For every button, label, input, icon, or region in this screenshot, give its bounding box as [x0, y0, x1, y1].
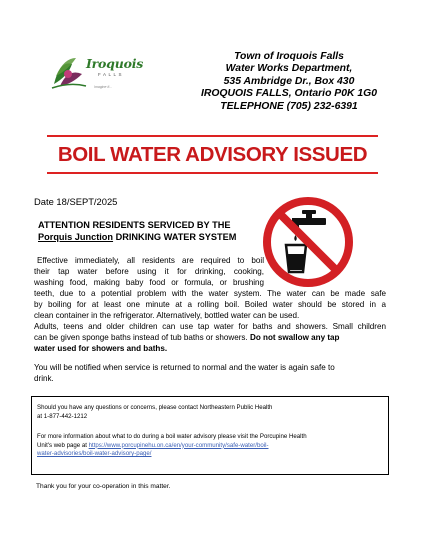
attention-line — [38, 231, 236, 243]
logo-name: Iroquois — [86, 56, 144, 71]
flower-emblem-icon — [50, 54, 90, 94]
paragraph-line — [34, 343, 386, 354]
headline-banner — [47, 135, 378, 174]
paragraph-line: washing food, making baby food or formula, or brushing — [34, 278, 264, 287]
contact-line: at 1-877-442-1212 — [37, 412, 88, 420]
address-line: Water Works Department, — [225, 63, 353, 75]
logo-subtitle: FALLS — [98, 72, 125, 77]
paragraph-line: Effective immediately, all residents are required to boil — [37, 256, 264, 265]
system-name: Porquis Junction — [38, 232, 114, 243]
attention-heading — [38, 219, 236, 244]
address-line: Town of Iroquois Falls — [234, 51, 344, 62]
health-unit-link-continued[interactable]: water-advisories/boil-water-advisory-page/ — [37, 450, 152, 458]
logo-tagline: Imagine It... — [94, 85, 113, 89]
contact-info-box — [31, 396, 389, 475]
closing-thanks: Thank you for your co-operation in this matter. — [36, 483, 171, 490]
paragraph-line: Adults, teens and older children can use tap water for baths and showers. Small children — [34, 322, 386, 331]
address-line: IROQUOIS FALLS, Ontario P0K 1G0 — [200, 88, 378, 100]
more-info-line: For more information about what to do during a boil water advisory please visit the Porcupine Health — [37, 433, 307, 440]
more-info-text — [37, 433, 307, 459]
attention-line: ATTENTION RESIDENTS SERVICED BY THE — [38, 220, 231, 230]
paragraph-line: drink. — [34, 374, 54, 383]
advisory-headline: BOIL WATER ADVISORY ISSUED — [57, 142, 368, 166]
advisory-date: Date 18/SEPT/2025 — [34, 196, 118, 207]
address-line: TELEPHONE (705) 232-6391 — [220, 100, 358, 112]
iroquois-falls-logo — [50, 54, 146, 94]
contact-line: Should you have any questions or concerns, please contact Northeastern Public Health — [37, 404, 273, 411]
paragraph-line: You will be notified when service is returned to normal and the water is again safe to — [34, 363, 335, 372]
contact-text — [37, 404, 272, 421]
paragraph-line: their tap water before using it for drinking, cooking, — [34, 267, 264, 276]
health-unit-link[interactable]: https://www.porcupinehu.on.ca/en/your-community/safe-water/boil- — [88, 441, 269, 449]
paragraph-line: teeth, due to a potential problem with the water system. The water can be made safe — [34, 289, 386, 298]
warning-text: Do not swallow any tap — [247, 333, 340, 342]
paragraph-line: clean container in the refrigerator. Alternatively, bottled water can be used. — [34, 311, 300, 320]
paragraph-line: by boiling for at least one minute at a rolling boil. Boiled water should be stored in a — [34, 300, 386, 309]
more-info-prefix: Unit's web page at — [37, 441, 89, 449]
instructions-paragraph — [34, 255, 386, 354]
warning-text: water used for showers and baths. — [34, 344, 168, 353]
department-address — [189, 51, 389, 113]
more-info-line — [37, 442, 307, 451]
system-suffix: DRINKING WATER SYSTEM — [113, 232, 237, 243]
address-line: 535 Ambridge Dr., Box 430 — [223, 75, 355, 87]
paragraph-line — [34, 332, 386, 343]
more-info-line — [37, 450, 307, 459]
paragraph-text: can be given sponge baths instead of tub baths or showers. — [34, 333, 248, 342]
notification-paragraph — [34, 362, 335, 384]
